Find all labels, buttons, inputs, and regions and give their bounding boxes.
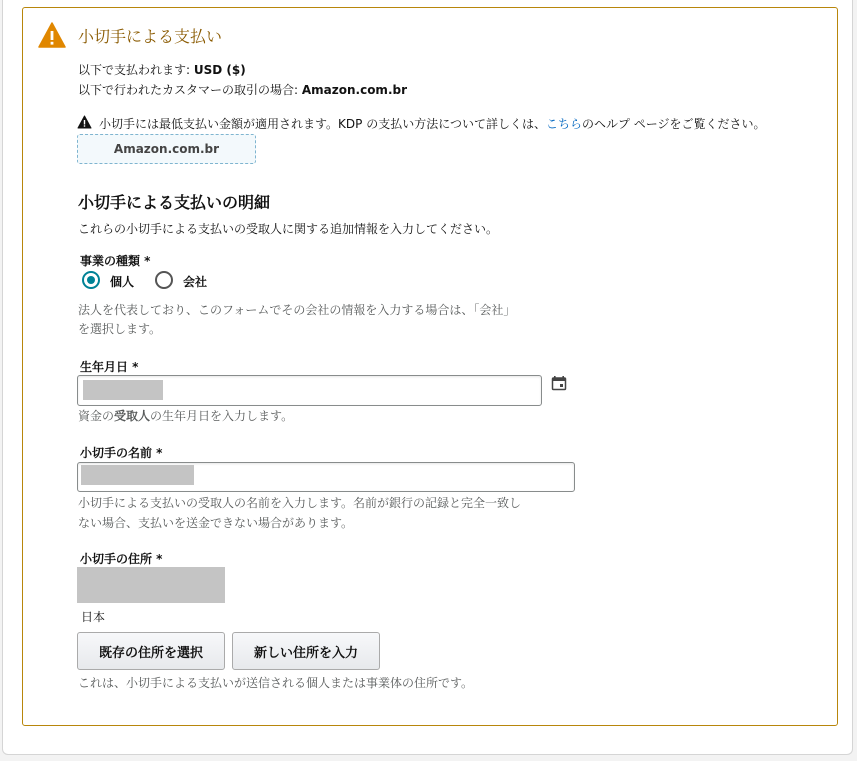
- check-name-help-line2: ない場合、支払いを送金できない場合があります。: [78, 516, 354, 530]
- page-container: [2, 0, 853, 755]
- check-payment-panel: [22, 7, 838, 726]
- radio-individual[interactable]: [82, 271, 100, 289]
- currency-line: [78, 61, 246, 78]
- address-country: 日本: [81, 610, 106, 624]
- marketplace-prefix: 以下で行われたカスタマーの取引の場合:: [78, 83, 302, 97]
- dob-help-suffix: の生年月日を入力します。: [150, 409, 294, 423]
- marketplace-value: Amazon.com.br: [301, 83, 408, 97]
- marketplace-button[interactable]: Amazon.com.br: [77, 134, 256, 164]
- notice-warning-icon: [77, 115, 92, 129]
- address-label: 小切手の住所 *: [80, 552, 163, 566]
- minimum-payment-notice: [99, 115, 766, 132]
- calendar-icon[interactable]: [551, 375, 567, 391]
- select-existing-address-button[interactable]: 既存の住所を選択: [77, 632, 225, 670]
- currency-prefix: 以下で支払われます:: [78, 63, 194, 77]
- dob-help: [78, 407, 293, 424]
- radio-individual-label[interactable]: 個人: [110, 275, 135, 289]
- marketplace-line: [78, 81, 407, 98]
- help-link[interactable]: こちら: [545, 117, 582, 131]
- dob-label: 生年月日 *: [80, 360, 139, 374]
- check-name-help-line1: 小切手による支払いの受取人の名前を入力します。名前が銀行の記録と完全一致し: [78, 496, 522, 510]
- dob-help-prefix: 資金の: [78, 409, 115, 423]
- warning-icon: [38, 22, 66, 48]
- currency-value: USD ($): [193, 63, 246, 77]
- enter-new-address-button[interactable]: 新しい住所を入力: [232, 632, 380, 670]
- address-help: これは、小切手による支払いが送信される個人または事業体の住所です。: [78, 676, 474, 690]
- notice-text-after: のヘルプ ページをご覧ください。: [581, 117, 766, 131]
- radio-company[interactable]: [155, 271, 173, 289]
- panel-title: 小切手による支払い: [78, 27, 223, 46]
- details-title: 小切手による支払いの明細: [78, 193, 271, 212]
- address-redacted-value: [77, 567, 225, 603]
- business-type-help-line1: 法人を代表しており、このフォームでその会社の情報を入力する場合は、「会社」: [78, 303, 516, 317]
- dob-help-bold: 受取人: [114, 409, 151, 423]
- check-name-label: 小切手の名前 *: [80, 446, 163, 460]
- notice-text-before: 小切手には最低支払い金額が適用されます。KDP の支払い方法について詳しくは、: [99, 117, 546, 131]
- business-type-label: 事業の種類 *: [80, 254, 151, 268]
- check-name-redacted-value: [81, 465, 194, 485]
- dob-redacted-value: [83, 380, 163, 400]
- details-subtitle: これらの小切手による支払いの受取人に関する追加情報を入力してください。: [78, 222, 499, 236]
- radio-company-label[interactable]: 会社: [183, 275, 208, 289]
- business-type-help-line2: を選択します。: [78, 322, 162, 336]
